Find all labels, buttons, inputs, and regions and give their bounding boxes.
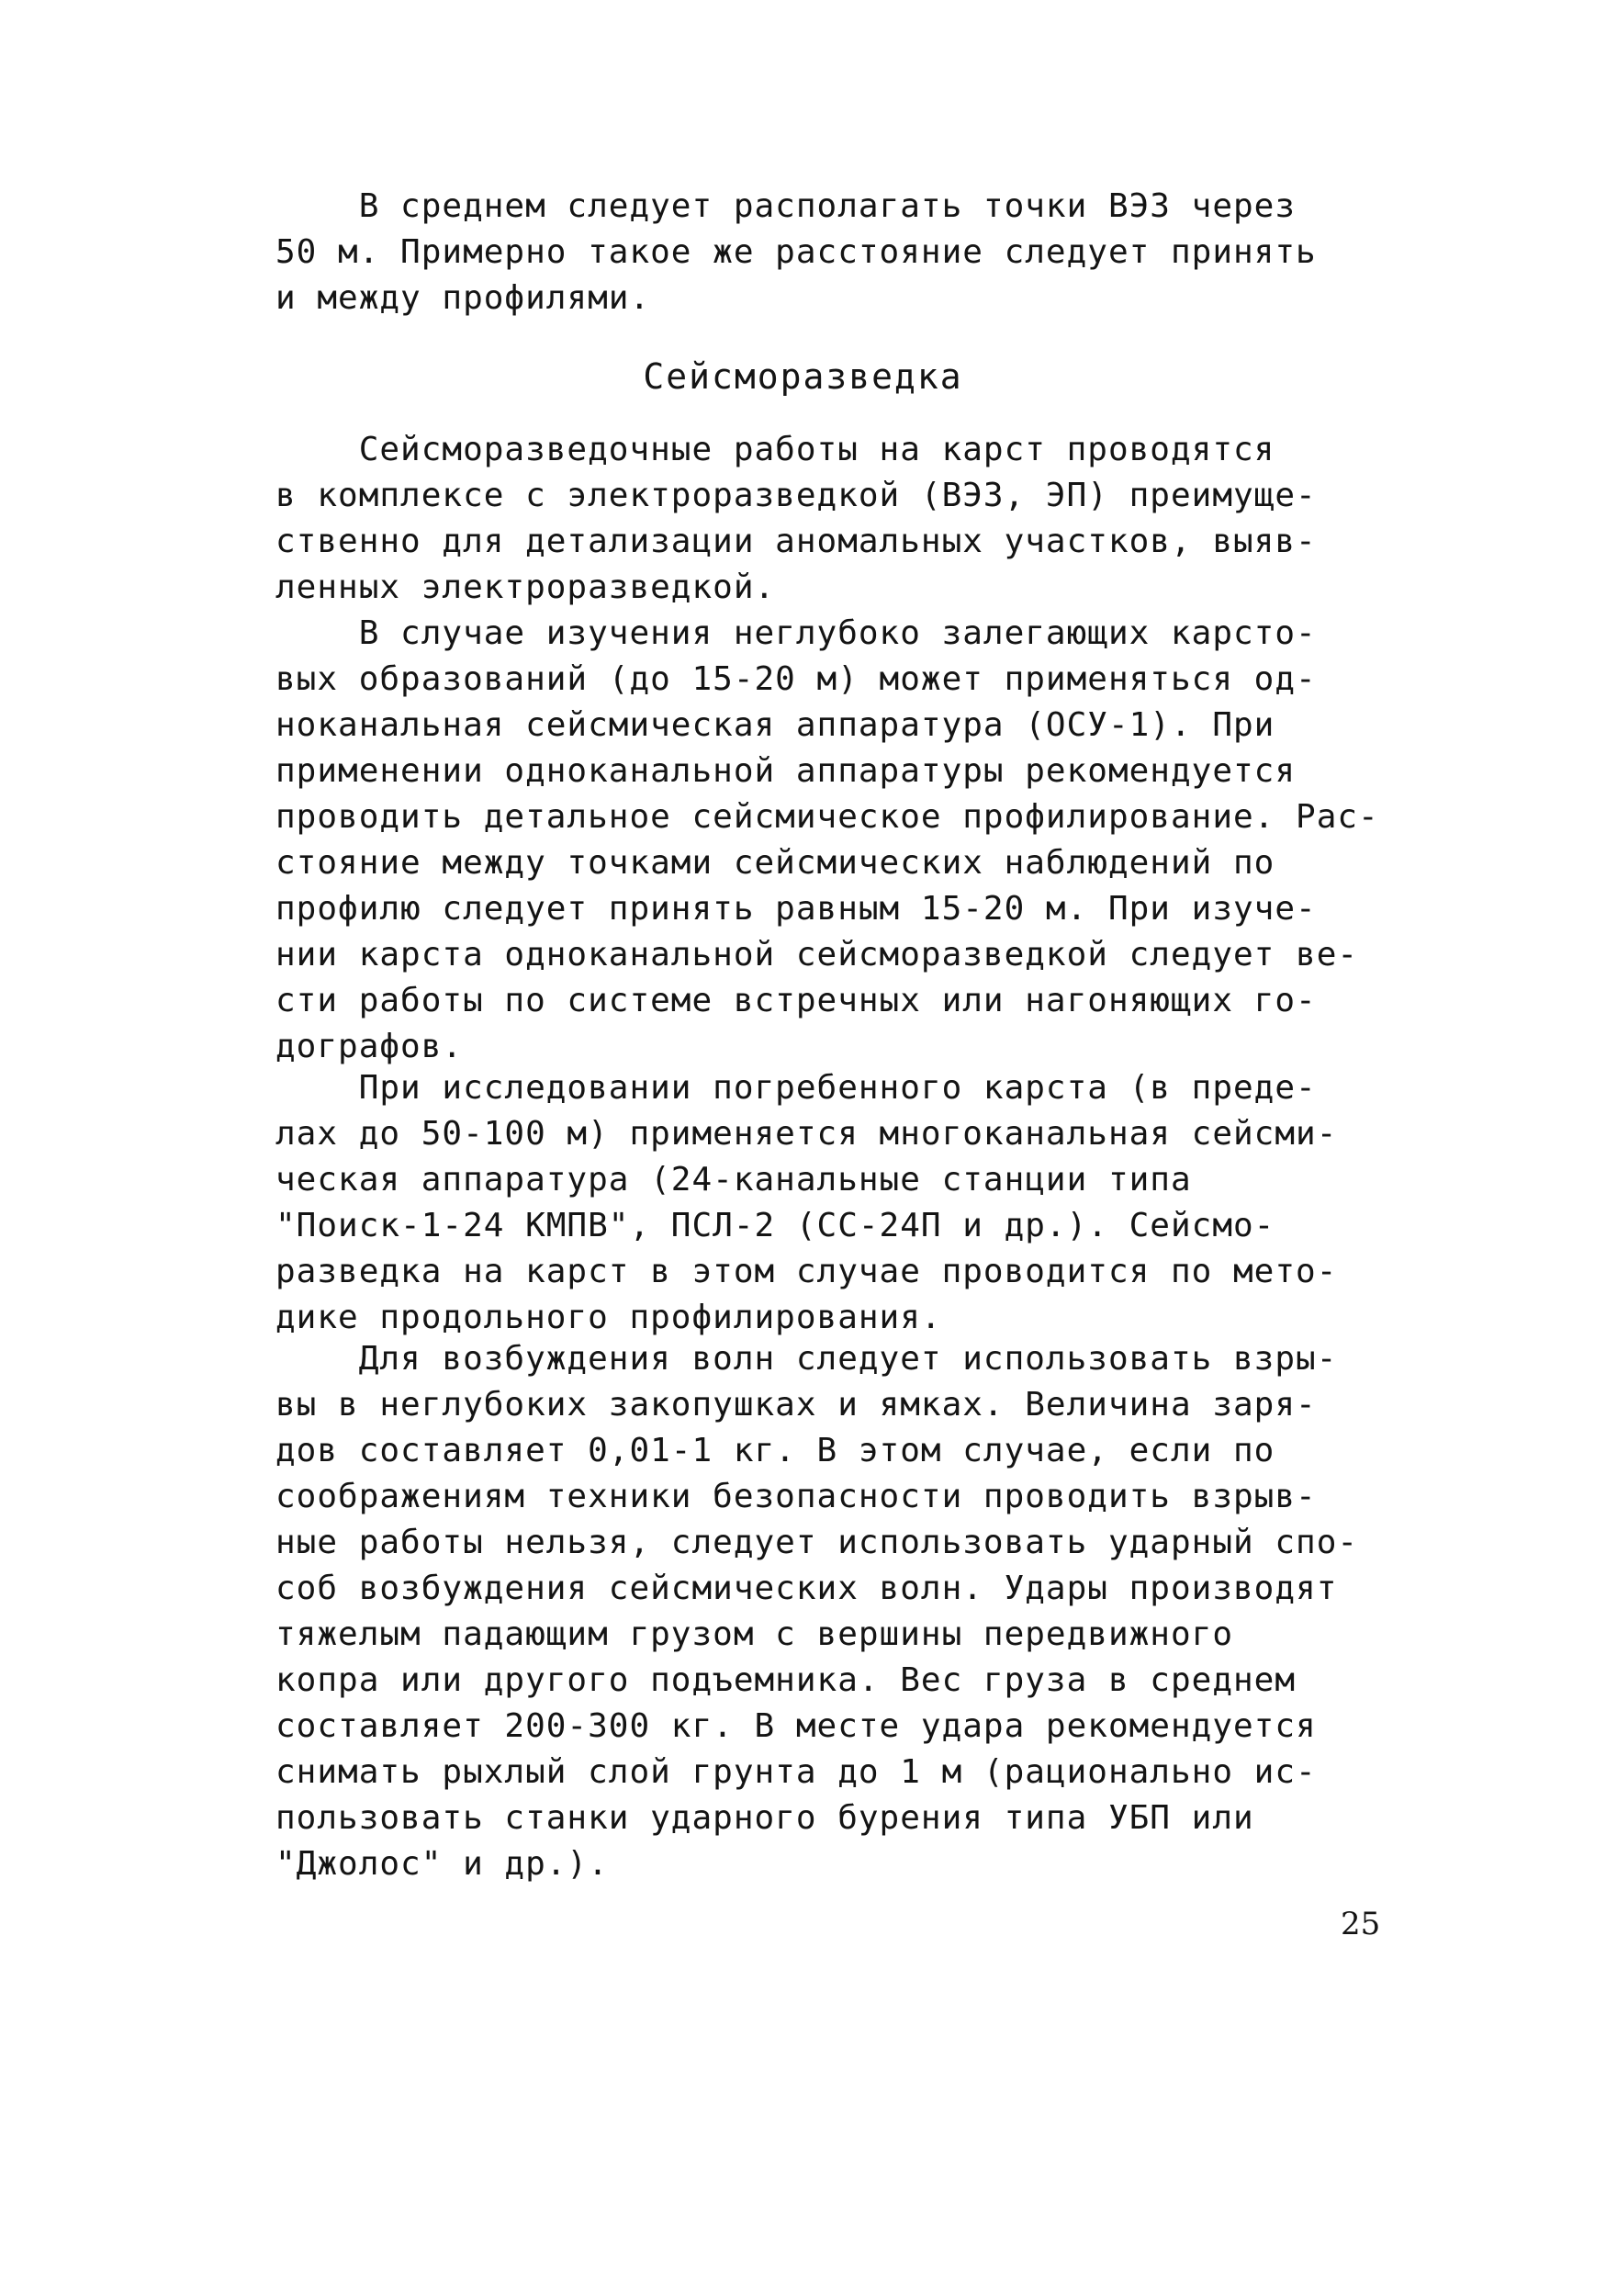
text-line: разведка на карст в этом случае проводится по мето- — [275, 1253, 1338, 1290]
text-line: и между профилями. — [275, 279, 651, 317]
text-line: Сейсморазведочные работы на карст проводятся — [275, 431, 1275, 468]
text-line: "Джолос" и др.). — [275, 1845, 609, 1883]
text-line: проводить детальное сейсмическое профилирование. Рас- — [275, 798, 1379, 836]
section-heading: Сейсморазведка — [643, 356, 963, 397]
page-number: 25 — [1341, 1906, 1381, 1942]
text-line: дов составляет 0,01-1 кг. В этом случае, если по — [275, 1432, 1275, 1469]
text-line: дографов. — [275, 1028, 464, 1065]
text-line: ленных электроразведкой. — [275, 568, 776, 606]
text-line: составляет 200-300 кг. В месте удара рекомендуется — [275, 1707, 1317, 1745]
text-line: профилю следует принять равным 15-20 м. При изуче- — [275, 890, 1317, 928]
intro-paragraph — [275, 184, 1469, 321]
text-line: дике продольного профилирования. — [275, 1299, 942, 1336]
text-line: В среднем следует располагать точки ВЭЗ через — [275, 187, 1297, 225]
text-line: соображениям техники безопасности проводить взрыв- — [275, 1478, 1317, 1515]
text-line: тяжелым падающим грузом с вершины передвижного — [275, 1615, 1233, 1653]
text-line: В случае изучения неглубоко залегающих карсто- — [275, 614, 1317, 652]
text-line: ственно для детализации аномальных участков, выяв- — [275, 523, 1317, 560]
text-line: вых образований (до 15-20 м) может применяться од- — [275, 660, 1317, 698]
text-line: соб возбуждения сейсмических волн. Удары производят — [275, 1570, 1338, 1607]
paragraph-1 — [275, 427, 1469, 611]
text-line: пользовать станки ударного бурения типа УБП или — [275, 1799, 1254, 1837]
paragraph-2 — [275, 611, 1469, 1070]
text-line: "Поиск-1-24 КМПВ", ПСЛ-2 (СС-24П и др.). Сейсмо- — [275, 1207, 1275, 1244]
text-line: сти работы по системе встречных или нагоняющих го- — [275, 982, 1317, 1019]
text-line: ноканальная сейсмическая аппаратура (ОСУ-1). При — [275, 706, 1275, 744]
text-line: копра или другого подъемника. Вес груза в среднем — [275, 1661, 1297, 1699]
text-line: вы в неглубоких закопушках и ямках. Величина заря- — [275, 1386, 1317, 1424]
text-line: ные работы нельзя, следует использовать ударный спо- — [275, 1524, 1359, 1561]
text-line: нии карста одноканальной сейсморазведкой следует ве- — [275, 936, 1359, 974]
text-line: ческая аппаратура (24-канальные станции типа — [275, 1161, 1192, 1199]
text-line: Для возбуждения волн следует использовать взры- — [275, 1340, 1338, 1378]
paragraph-3 — [275, 1065, 1469, 1341]
paragraph-4 — [275, 1336, 1469, 1887]
text-line: 50 м. Примерно такое же расстояние следует принять — [275, 233, 1317, 271]
text-line: снимать рыхлый слой грунта до 1 м (рационально ис- — [275, 1753, 1317, 1791]
text-line: лах до 50-100 м) применяется многоканальная сейсми- — [275, 1115, 1338, 1153]
text-line: При исследовании погребенного карста (в преде- — [275, 1069, 1317, 1107]
text-line: стояние между точками сейсмических наблюдений по — [275, 844, 1275, 882]
text-line: в комплексе с электроразведкой (ВЭЗ, ЭП) преимуще- — [275, 477, 1317, 514]
text-line: применении одноканальной аппаратуры рекомендуется — [275, 752, 1297, 790]
